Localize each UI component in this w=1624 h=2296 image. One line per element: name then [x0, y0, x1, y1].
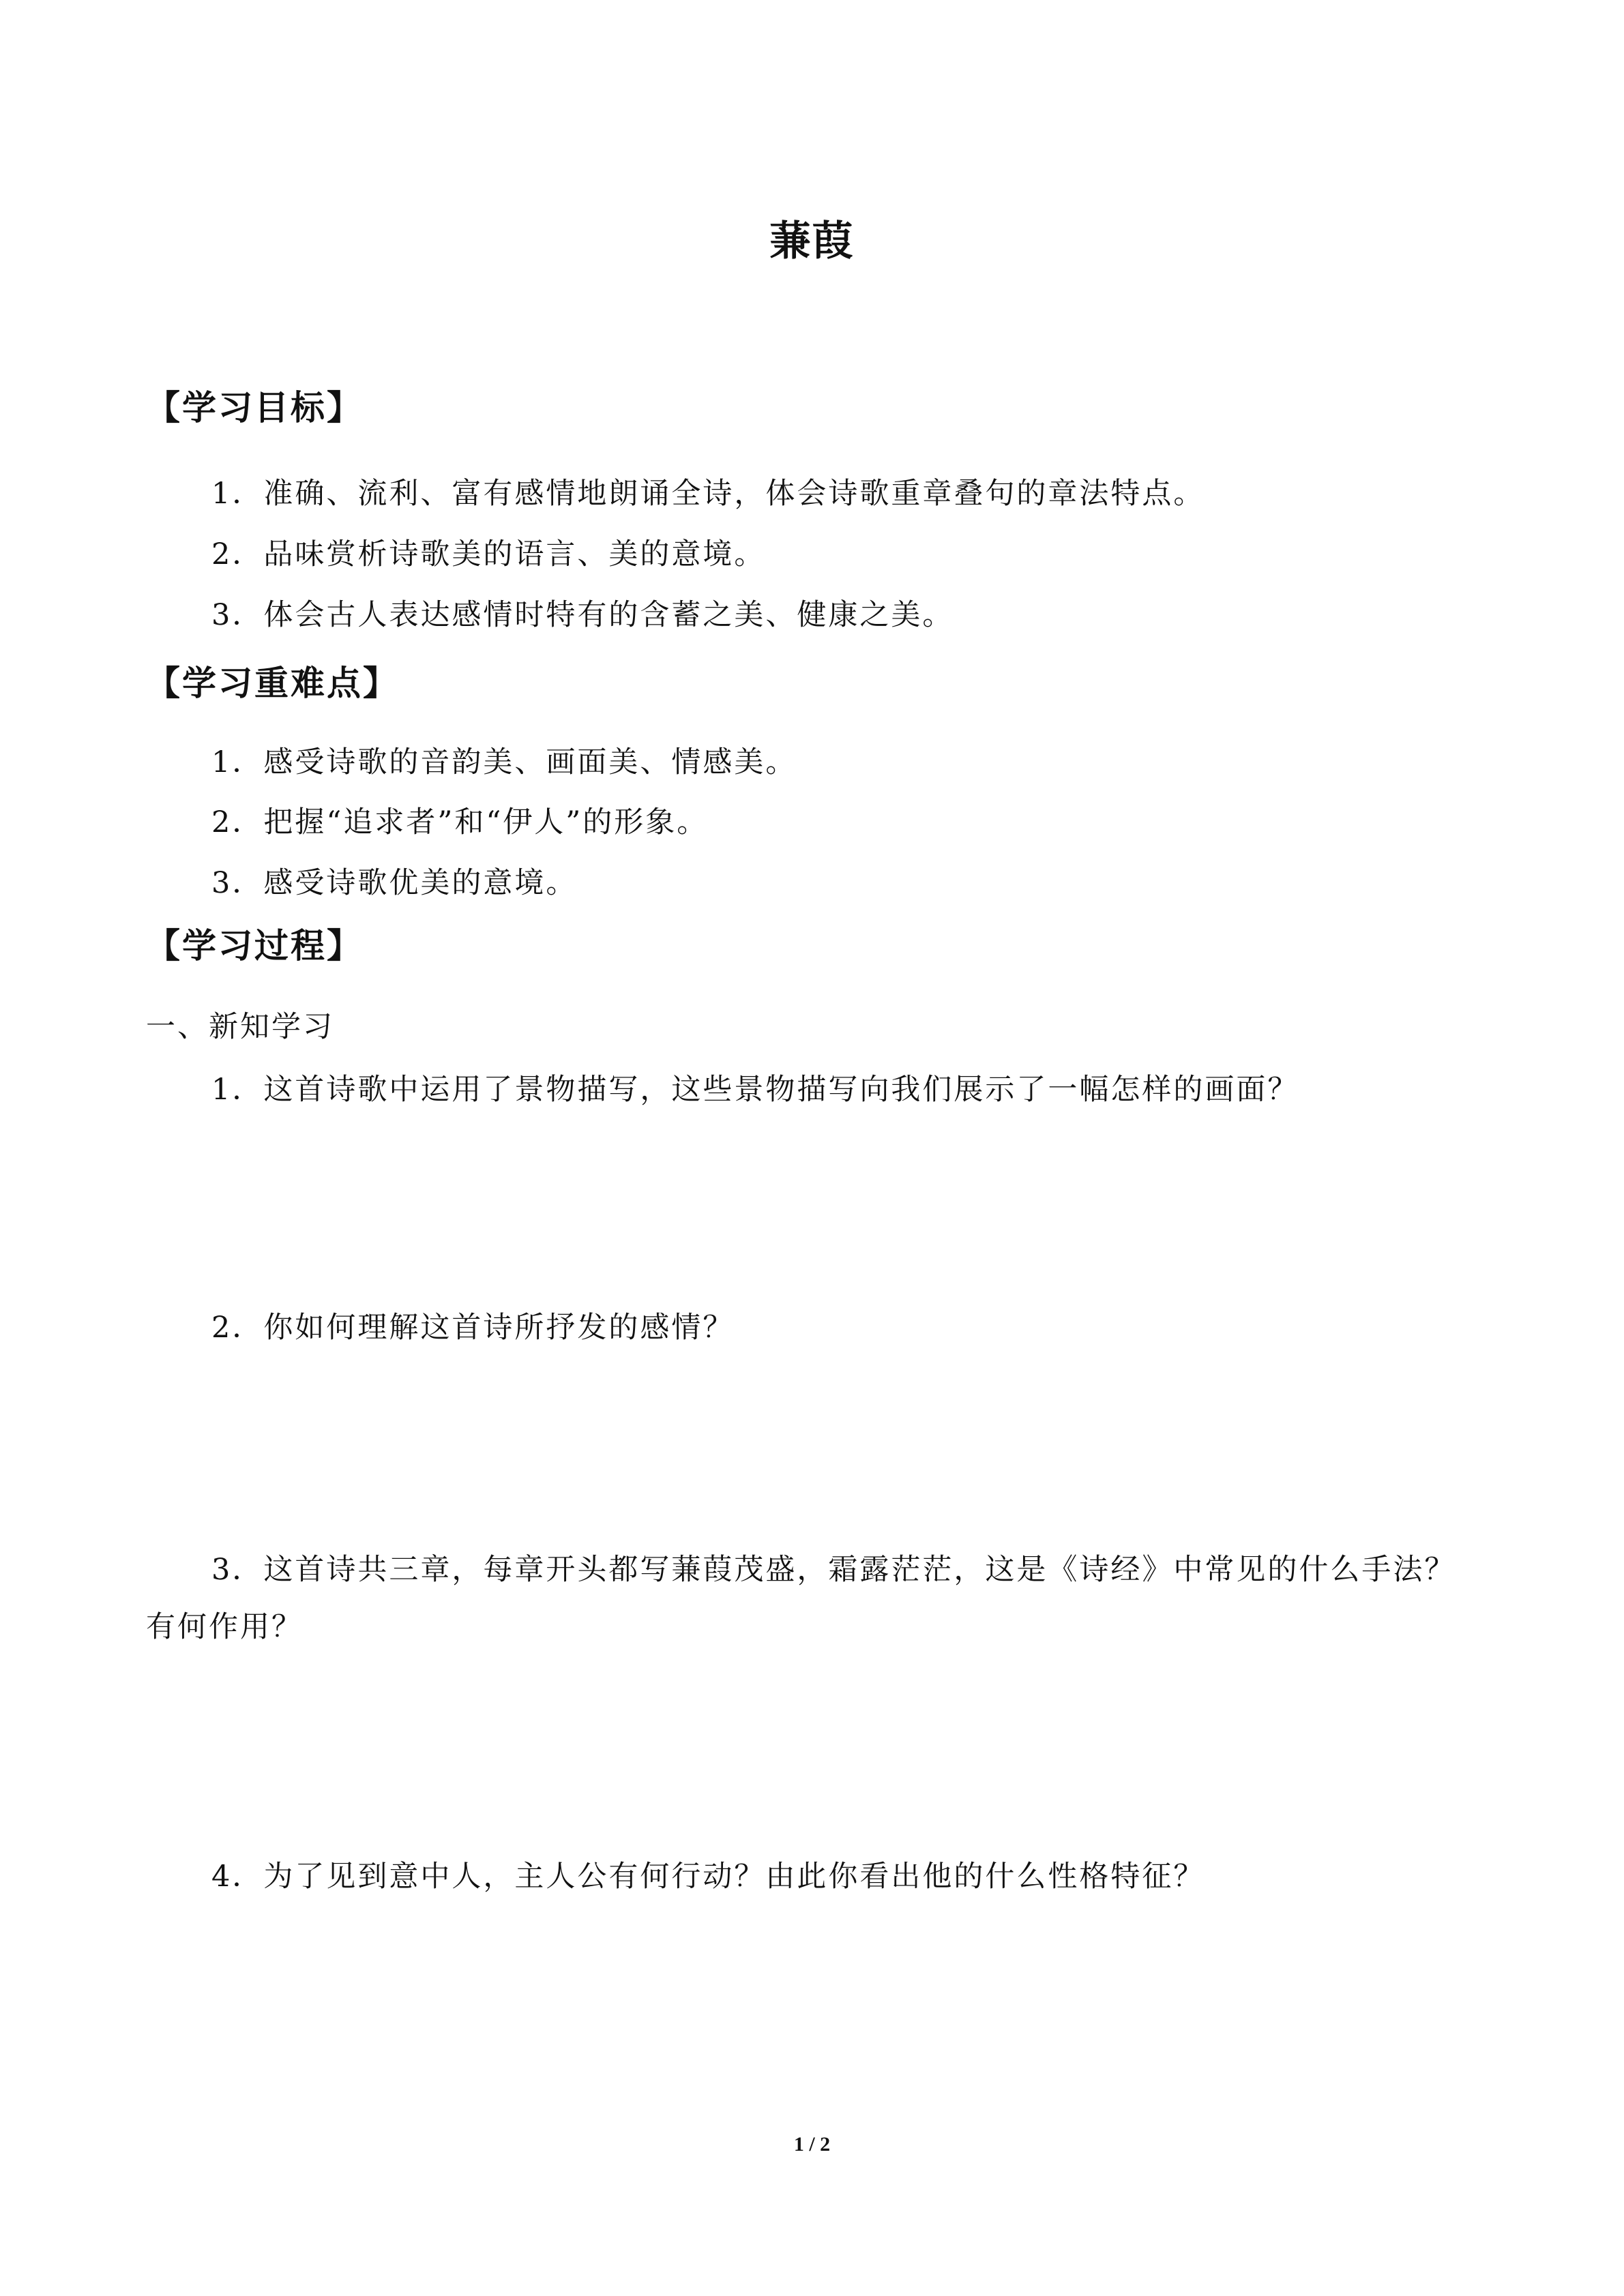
objective-item-3: 3．体会古人表达感情时特有的含蓄之美、健康之美。 — [211, 598, 954, 632]
section-label: 一、新知学习 — [146, 1010, 334, 1044]
key-point-item-2: 2．把握“追求者”和“伊人”的形象。 — [211, 805, 709, 839]
objectives-heading: 【学习目标】 — [146, 388, 363, 428]
key-point-item-3: 3．感受诗歌优美的意境。 — [211, 866, 578, 900]
question-4: 4．为了见到意中人，主人公有何行动？由此你看出他的什么性格特征？ — [211, 1860, 1205, 1894]
question-3: 3．这首诗共三章，每章开头都写蒹葭茂盛，霜露茫茫，这是《诗经》中常见的什么手法？有何作用？ — [146, 1553, 1456, 1644]
key-point-item-1: 1．感受诗歌的音韵美、画面美、情感美。 — [211, 745, 797, 779]
objective-item-1: 1．准确、流利、富有感情地朗诵全诗，体会诗歌重章叠句的章法特点。 — [211, 477, 1205, 511]
key-points-heading: 【学习重难点】 — [146, 664, 399, 703]
process-heading: 【学习过程】 — [146, 926, 363, 966]
objective-item-2: 2．品味赏析诗歌美的语言、美的意境。 — [211, 537, 766, 571]
question-1: 1．这首诗歌中运用了景物描写，这些景物描写向我们展示了一幅怎样的画面？ — [211, 1073, 1299, 1107]
document-title: 蒹葭 — [769, 218, 855, 265]
question-2: 2．你如何理解这首诗所抒发的感情？ — [211, 1311, 735, 1345]
page-number: 1 / 2 — [793, 2133, 831, 2156]
